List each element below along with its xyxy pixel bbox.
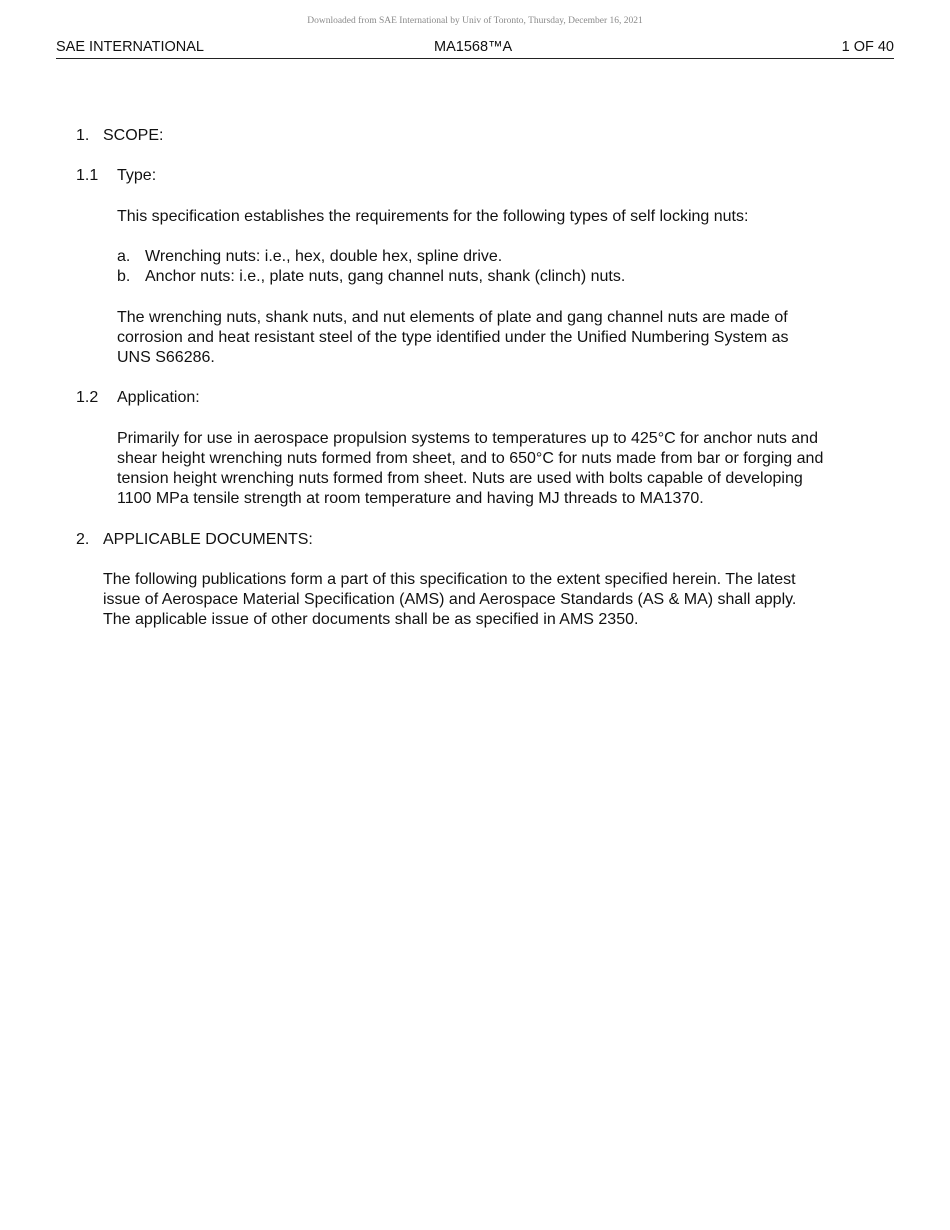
application-line-3: tension height wrenching nuts formed from sheet. Nuts are used with bolts capable of developing bbox=[117, 470, 803, 487]
section-1-1-title: Type: bbox=[117, 167, 157, 184]
download-note: Downloaded from SAE International by Univ of Toronto, Thursday, December 16, 2021 bbox=[307, 16, 643, 26]
list-item-b-marker: b. bbox=[117, 268, 131, 285]
material-line-3: UNS S66286. bbox=[117, 349, 215, 366]
documents-line-2: issue of Aerospace Material Specification (AMS) and Aerospace Standards (AS & MA) shall apply. bbox=[103, 591, 797, 608]
documents-line-1: The following publications form a part of this specification to the extent specified herein. The latest bbox=[103, 571, 796, 588]
document-id: MA1568™A bbox=[434, 39, 513, 55]
application-line-4: 1100 MPa tensile strength at room temperature and having MJ threads to MA1370. bbox=[117, 490, 704, 507]
section-2-paragraph bbox=[103, 570, 873, 630]
page-number: 1 OF 40 bbox=[841, 39, 894, 55]
section-2-title: APPLICABLE DOCUMENTS: bbox=[103, 531, 313, 548]
section-1-1-material-paragraph bbox=[117, 308, 877, 368]
section-1-2-paragraph bbox=[117, 429, 887, 509]
section-1-title: SCOPE: bbox=[103, 127, 164, 144]
material-line-1: The wrenching nuts, shank nuts, and nut elements of plate and gang channel nuts are made of bbox=[117, 309, 788, 326]
list-item-a-text: Wrenching nuts: i.e., hex, double hex, spline drive. bbox=[145, 248, 503, 265]
material-line-2: corrosion and heat resistant steel of the type identified under the Unified Numbering System as bbox=[117, 329, 789, 346]
application-line-2: shear height wrenching nuts formed from sheet, and to 650°C for nuts made from bar or forging and bbox=[117, 450, 824, 467]
list-item-b-text: Anchor nuts: i.e., plate nuts, gang channel nuts, shank (clinch) nuts. bbox=[145, 268, 626, 285]
section-1-1-number: 1.1 bbox=[76, 167, 99, 184]
page-header bbox=[56, 38, 894, 59]
section-1-2-title: Application: bbox=[117, 389, 200, 406]
list-item-a-marker: a. bbox=[117, 248, 131, 265]
application-line-1: Primarily for use in aerospace propulsion systems to temperatures up to 425°C for anchor nuts and bbox=[117, 430, 818, 447]
section-1-number: 1. bbox=[76, 127, 90, 144]
section-2-number: 2. bbox=[76, 531, 90, 548]
documents-line-3: The applicable issue of other documents shall be as specified in AMS 2350. bbox=[103, 611, 639, 628]
section-1-2-number: 1.2 bbox=[76, 389, 99, 406]
publisher-name: SAE INTERNATIONAL bbox=[56, 39, 204, 55]
section-1-1-intro: This specification establishes the requirements for the following types of self locking nuts: bbox=[117, 208, 749, 225]
